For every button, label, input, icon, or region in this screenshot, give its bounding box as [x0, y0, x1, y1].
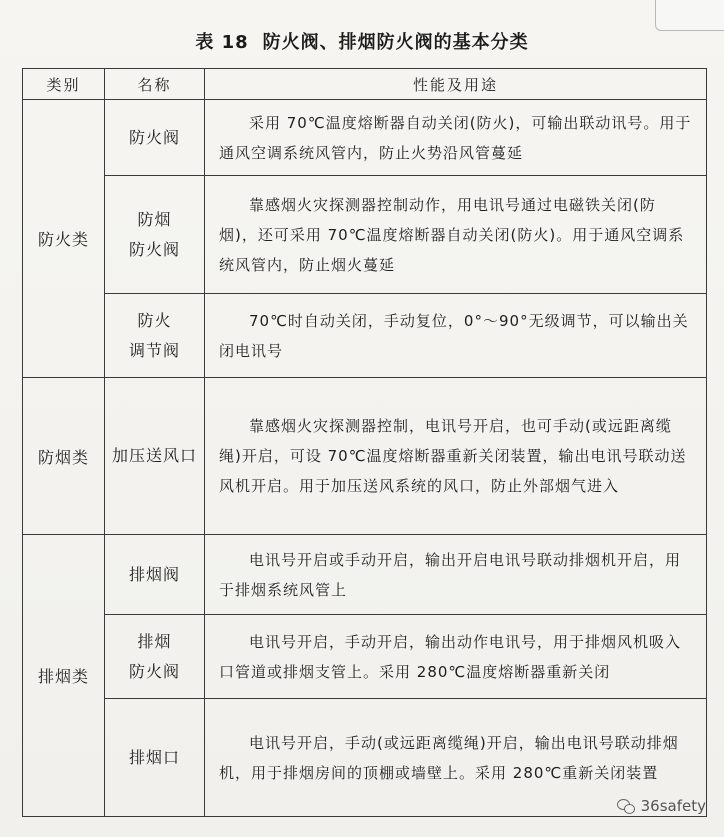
- description-cell: 电讯号开启或手动开启，输出开启电讯号联动排烟机开启，用于排烟系统风管上: [205, 535, 707, 615]
- name-line: 防火: [137, 310, 172, 330]
- header-description: 性能及用途: [205, 69, 707, 100]
- table-row: [23, 699, 707, 817]
- name-cell: [105, 100, 205, 176]
- name-cell: [105, 615, 205, 699]
- wechat-icon: [617, 798, 635, 814]
- watermark: [617, 797, 706, 815]
- name-line: 防火阀: [128, 661, 180, 681]
- name-cell: [105, 378, 205, 535]
- category-cell: 防烟类: [23, 378, 105, 535]
- name-line: 排烟: [137, 631, 172, 651]
- table-row: [23, 615, 707, 699]
- name-cell: [105, 294, 205, 378]
- name-cell: [105, 699, 205, 817]
- header-category: 类别: [23, 69, 105, 100]
- table-row: [23, 378, 707, 535]
- table-row: [23, 294, 707, 378]
- name-line: 排烟口: [128, 747, 180, 767]
- description-cell: 电讯号开启，手动(或远距离缆绳)开启，输出电讯号联动排烟机，用于排烟房间的顶棚或墙壁上。采用 280℃重新关闭装置: [205, 699, 707, 817]
- table-number: 表 18: [195, 32, 249, 53]
- description-cell: 70℃时自动关闭，手动复位，0°～90°无级调节，可以输出关闭电讯号: [205, 294, 707, 378]
- description-cell: 靠感烟火灾探测器控制，电讯号开启，也可手动(或远距离缆绳)开启，可设 70℃温度熔断器重新关闭装置，输出电讯号联动送风机开启。用于加压送风系统的风口，防止外部烟气进入: [205, 378, 707, 535]
- description-cell: 靠感烟火灾探测器控制动作，用电讯号通过电磁铁关闭(防烟)，还可采用 70℃温度熔断器自动关闭(防火)。用于通风空调系统风管内，防止烟火蔓延: [205, 176, 707, 294]
- table-title: 防火阀、排烟防火阀的基本分类: [262, 32, 529, 53]
- name-cell: [105, 176, 205, 294]
- table-row: [23, 535, 707, 615]
- name-cell: [105, 535, 205, 615]
- name-line: 防火阀: [128, 127, 180, 147]
- header-name: 名称: [105, 69, 205, 100]
- name-line: 加压送风口: [111, 446, 197, 465]
- category-cell: 防火类: [23, 100, 105, 378]
- category-cell: 排烟类: [23, 535, 105, 817]
- page-corner: [655, 0, 724, 31]
- classification-table: [22, 68, 707, 817]
- description-cell: 电讯号开启，手动开启，输出动作电讯号，用于排烟风机吸入口管道或排烟支管上。采用 280℃温度熔断器重新关闭: [205, 615, 707, 699]
- table-row: [23, 100, 707, 176]
- header-row: [23, 69, 707, 100]
- name-line: 防烟: [137, 209, 172, 229]
- description-cell: 采用 70℃温度熔断器自动关闭(防火)，可输出联动讯号。用于通风空调系统风管内，防止火势沿风管蔓延: [205, 100, 707, 176]
- name-line: 调节阀: [128, 340, 180, 360]
- name-line: 排烟阀: [128, 564, 180, 584]
- table-caption: [0, 28, 724, 54]
- table-row: [23, 176, 707, 294]
- name-line: 防火阀: [128, 239, 180, 259]
- watermark-text: 36safety: [640, 797, 706, 815]
